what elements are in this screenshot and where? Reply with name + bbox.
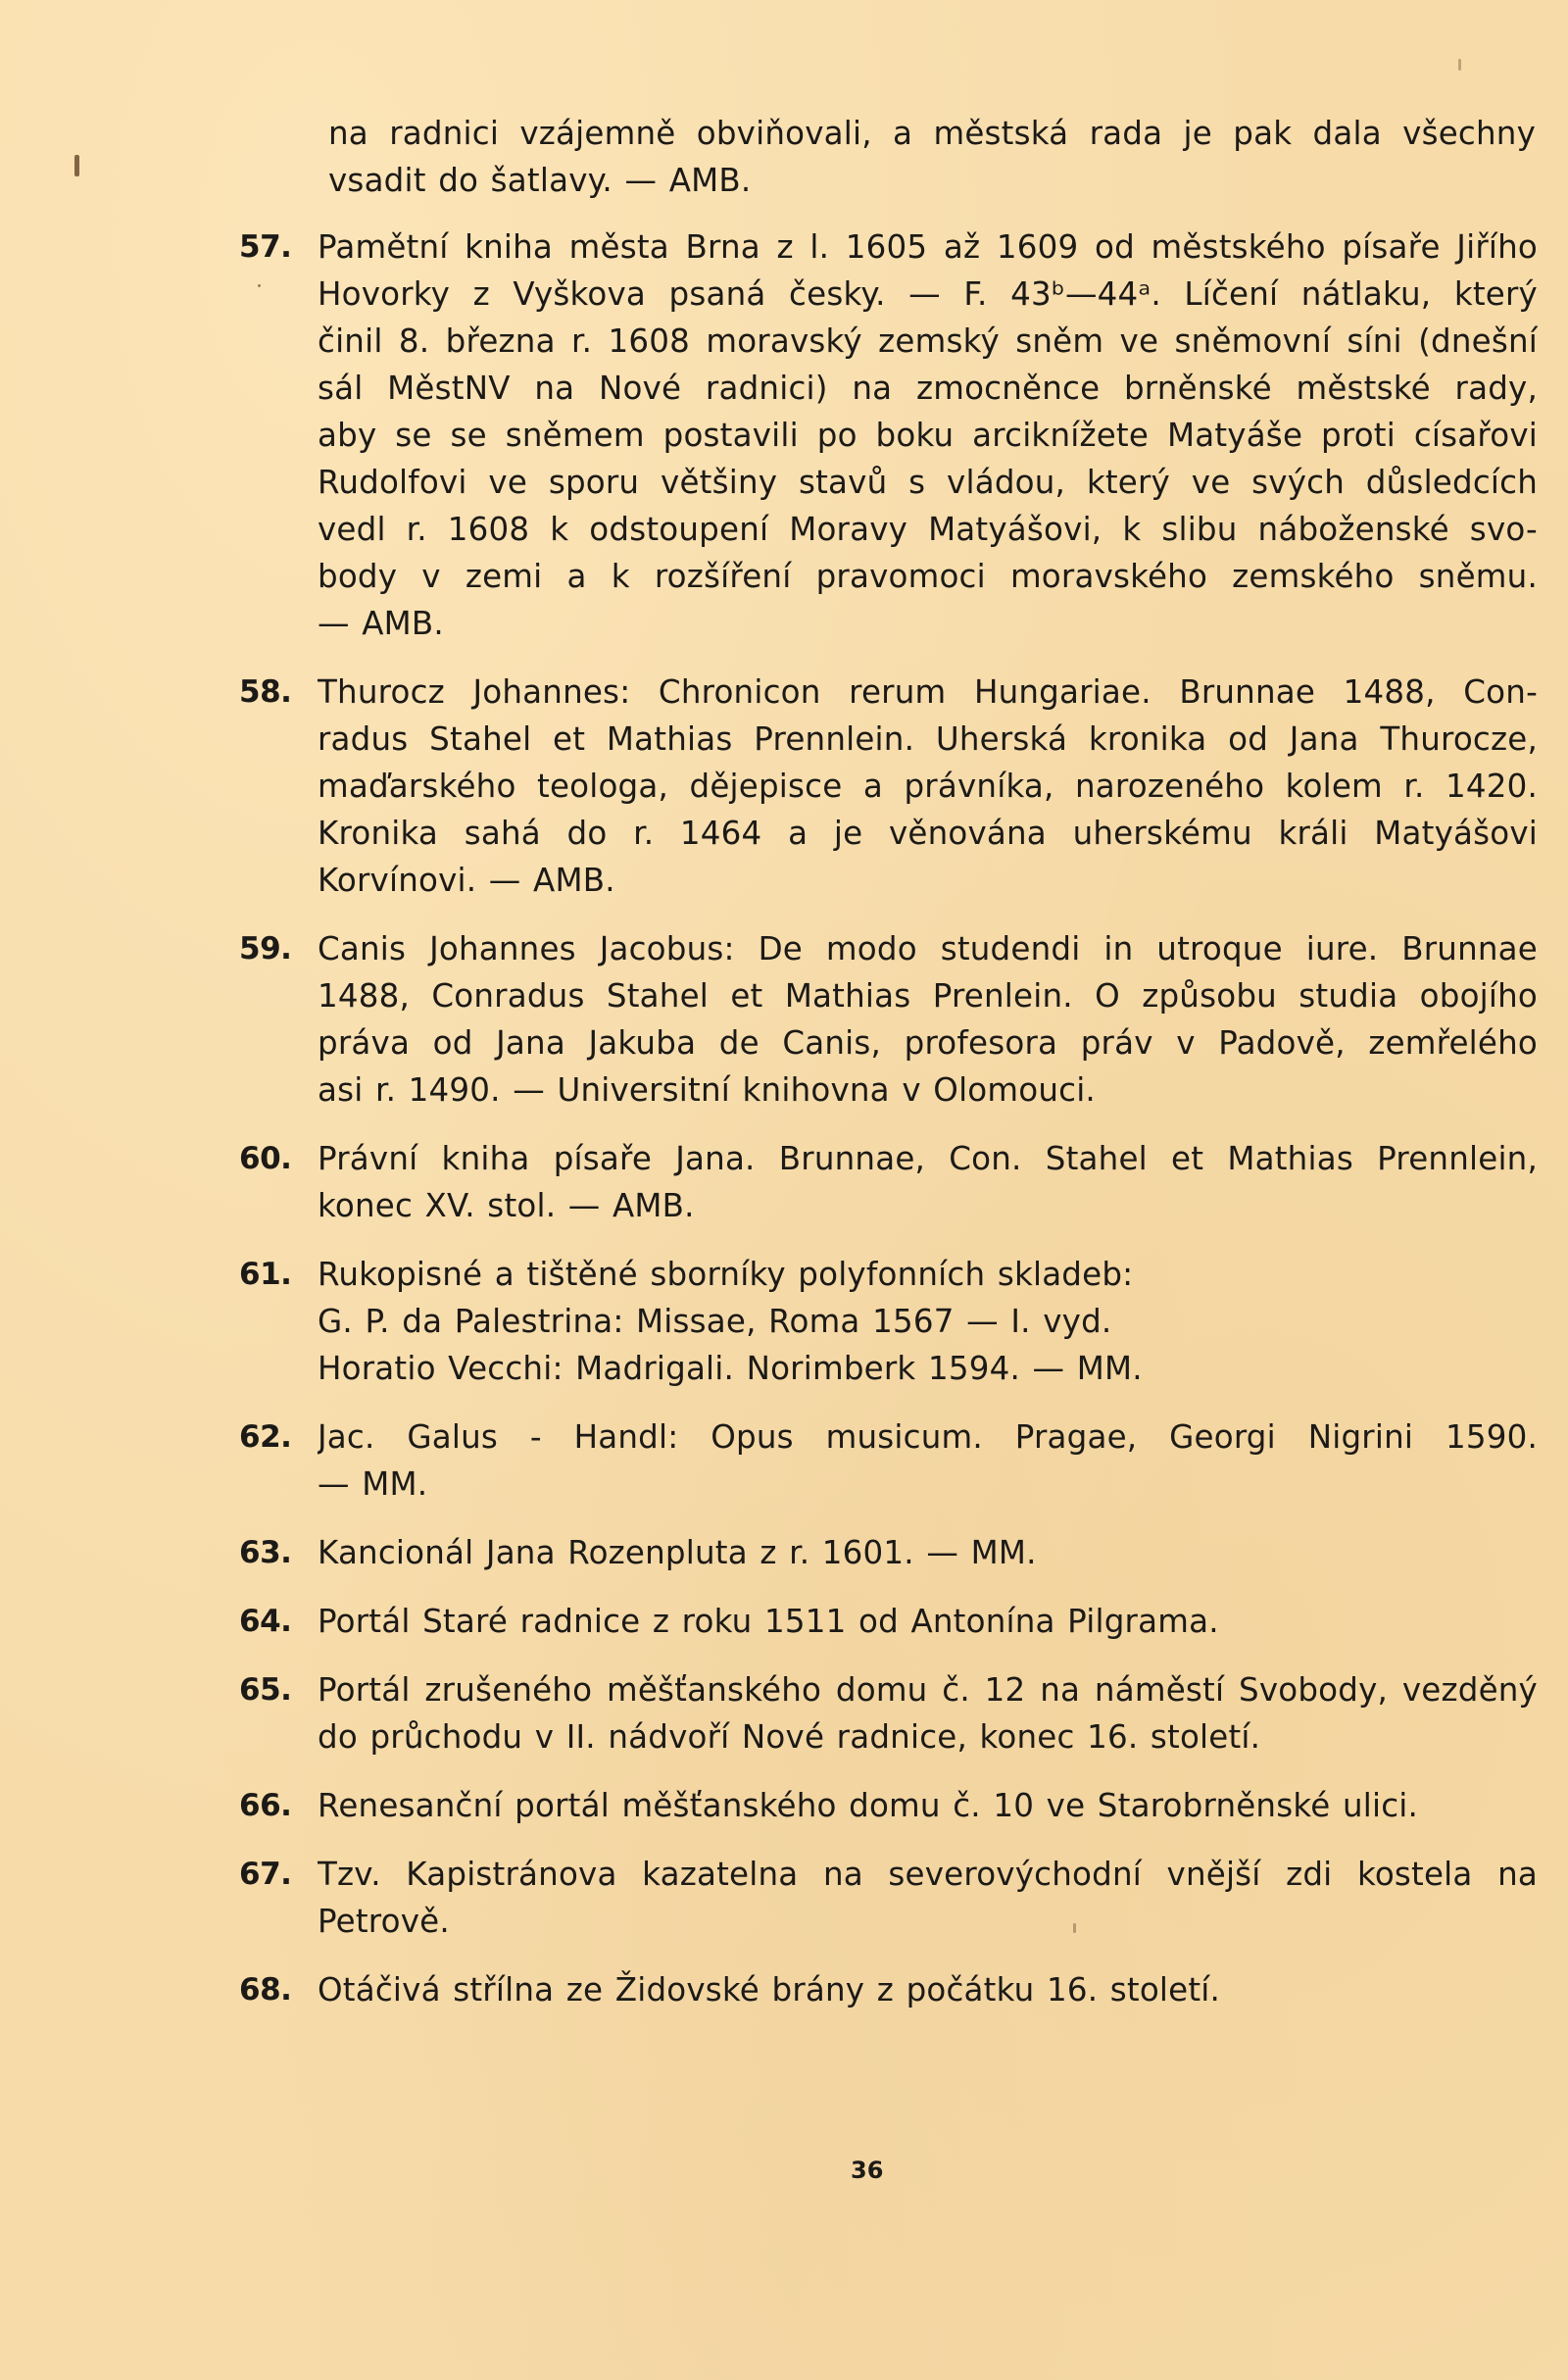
catalogue-entry: [239, 1413, 1543, 1508]
text-line: do průchodu v II. nádvoří Nové radnice, konec 16. století.: [318, 1718, 1261, 1756]
text-line: radus Stahel et Mathias Prennlein. Uherská kronika od Jana Thurocze,: [318, 720, 1538, 758]
paper-speck: [74, 155, 79, 176]
entry-text: [318, 925, 1543, 1114]
text-line: G. P. da Palestrina: Missae, Roma 1567 — I. vyd.: [318, 1303, 1112, 1340]
text-line: Portál Staré radnice z roku 1511 od Antonína Pilgrama.: [318, 1603, 1219, 1640]
text-line: Rudolfovi ve sporu většiny stavů s vládou, který ve svých důsledcích: [318, 464, 1538, 501]
text-line: Thurocz Johannes: Chronicon rerum Hungariae. Brunnae 1488, Con-: [318, 673, 1538, 711]
entry-number: 61.: [239, 1257, 292, 1292]
entry-text: [318, 669, 1543, 904]
text-line: Kancionál Jana Rozenpluta z r. 1601. — MM.: [318, 1534, 1037, 1571]
entry-number: 68.: [239, 1972, 292, 2008]
catalogue-entry: [239, 1529, 1543, 1576]
entry-text: [318, 1251, 1543, 1392]
text-line: Kronika sahá do r. 1464 a je věnována uherskému králi Matyášovi: [318, 815, 1538, 852]
text-line: Canis Johannes Jacobus: De modo studendi in utroque iure. Brunnae: [318, 930, 1538, 967]
text-line: asi r. 1490. — Universitní knihovna v Olomouci.: [318, 1071, 1096, 1109]
entry-text: [318, 1851, 1543, 1945]
text-line: — MM.: [318, 1465, 428, 1503]
entry-text: [318, 1966, 1543, 2013]
text-line: body v zemi a k rozšíření pravomoci moravského zemského sněmu.: [318, 558, 1538, 595]
entry-text: [318, 1782, 1543, 1829]
entry-text: [318, 223, 1543, 647]
catalogue-entry: [239, 1966, 1543, 2013]
text-line: Právní kniha písaře Jana. Brunnae, Con. Stahel et Mathias Prennlein,: [318, 1140, 1538, 1177]
text-line: — AMB.: [318, 605, 444, 642]
entry-number: 67.: [239, 1857, 292, 1892]
entry-number: 59.: [239, 931, 292, 967]
text-line: maďarského teologa, dějepisce a právníka, narozeného kolem r. 1420.: [318, 768, 1538, 805]
catalogue-entry: [239, 925, 1543, 1114]
text-line: na radnici vzájemně obviňovali, a městská rada je pak dala všechny: [328, 115, 1536, 152]
text-line: Hovorky z Vyškova psaná česky. — F. 43ᵇ—44ᵃ. Líčení nátlaku, který: [318, 275, 1538, 313]
entry-text: [318, 1666, 1543, 1760]
text-line: Horatio Vecchi: Madrigali. Norimberk 1594. — MM.: [318, 1350, 1143, 1387]
text-line: Jac. Galus - Handl: Opus musicum. Pragae, Georgi Nigrini 1590.: [318, 1418, 1538, 1456]
entry-text: [318, 1413, 1543, 1508]
entry-number: 66.: [239, 1788, 292, 1823]
text-line: práva od Jana Jakuba de Canis, profesora práv v Padově, zemřelého: [318, 1024, 1538, 1062]
text-line: Petrově.: [318, 1903, 450, 1940]
catalogue-entry: [239, 1598, 1543, 1645]
text-line: Korvínovi. — AMB.: [318, 862, 615, 899]
text-line: aby se se sněmem postavili po boku arciknížete Matyáše proti císařovi: [318, 417, 1538, 454]
entry-text: [318, 1529, 1543, 1576]
entry-number: 57.: [239, 229, 292, 265]
entry-number: 64.: [239, 1604, 292, 1639]
text-line: Tzv. Kapistránova kazatelna na severovýchodní vnější zdi kostela na: [318, 1856, 1538, 1893]
entry-number: 63.: [239, 1535, 292, 1570]
text-line: Renesanční portál měšťanského domu č. 10 ve Starobrněnské ulici.: [318, 1787, 1419, 1824]
text-line: 1488, Conradus Stahel et Mathias Prenlein. O způsobu studia obojího: [318, 977, 1538, 1015]
catalogue-entry: [239, 1135, 1543, 1229]
catalogue-entry: [239, 1666, 1543, 1760]
entry-number: 60.: [239, 1141, 292, 1176]
entry-number: 62.: [239, 1419, 292, 1455]
text-line: Pamětní kniha města Brna z l. 1605 až 1609 od městského písaře Jiřího: [318, 228, 1538, 266]
catalogue-entries: [239, 223, 1543, 2013]
text-line: vsadit do šatlavy. — AMB.: [328, 162, 752, 199]
entry-number: 65.: [239, 1672, 292, 1708]
paper-speck: [1458, 59, 1461, 71]
text-line: vedl r. 1608 k odstoupení Moravy Matyášovi, k slibu náboženské svo-: [318, 511, 1538, 548]
catalogue-entry: [239, 1851, 1543, 1945]
continuation-paragraph: [328, 110, 1539, 204]
catalogue-entry: [239, 669, 1543, 904]
text-line: sál MěstNV na Nové radnici) na zmocněnce brněnské městské rady,: [318, 370, 1538, 407]
entry-text: [318, 1135, 1543, 1229]
text-line: Otáčivá střílna ze Židovské brány z počátku 16. století.: [318, 1971, 1221, 2008]
text-line: Rukopisné a tištěné sborníky polyfonních skladeb:: [318, 1256, 1134, 1293]
entry-text: [318, 1598, 1543, 1645]
catalogue-entry: [239, 223, 1543, 647]
text-line: konec XV. stol. — AMB.: [318, 1187, 695, 1224]
catalogue-entry: [239, 1251, 1543, 1392]
entry-number: 58.: [239, 674, 292, 710]
page-number: 36: [851, 2157, 884, 2184]
catalogue-entry: [239, 1782, 1543, 1829]
text-line: činil 8. března r. 1608 moravský zemský sněm ve sněmovní síni (dnešní: [318, 322, 1538, 360]
text-line: Portál zrušeného měšťanského domu č. 12 na náměstí Svobody, vezděný: [318, 1671, 1538, 1709]
